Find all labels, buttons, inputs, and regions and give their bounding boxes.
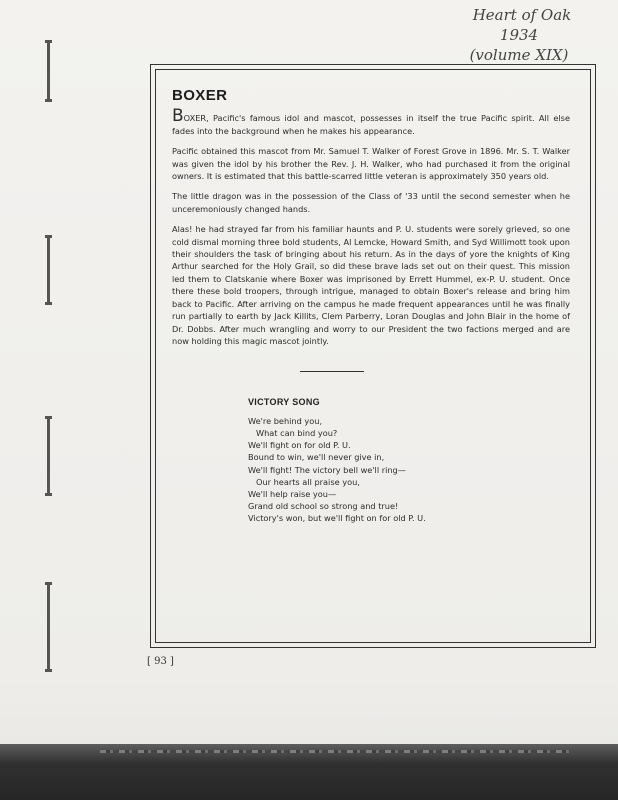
binding-mark — [47, 416, 50, 496]
drop-cap: B — [172, 106, 184, 127]
page-number: [ 93 ] — [147, 656, 174, 667]
binding-mark — [47, 235, 50, 305]
article-paragraph-2: Pacific obtained this mascot from Mr. Samuel T. Walker of Forest Grove in 1896. Mr. S. T. Walker was given the idol by his brother the Rev. J. H. Walker, who had purchased it from the original owners. It is estimated that this battle-scarred little veteran is approximately 350 years old. — [172, 146, 570, 182]
article-content — [172, 87, 570, 525]
binding-mark — [47, 40, 50, 102]
song-line: Our hearts all praise you, — [256, 476, 360, 487]
song-line: Bound to win, we'll never give in, — [248, 452, 385, 463]
handwritten-annotation-volume: (volume XIX) — [469, 46, 569, 64]
binding-mark — [47, 582, 50, 672]
article-paragraph-3: The little dragon was in the possession of the Class of '33 until the second semester when he unceremoniously changed hands. — [172, 191, 570, 214]
song-line: Grand old school so strong and true! — [248, 501, 399, 512]
article-title: BOXER — [172, 87, 228, 104]
handwritten-annotation-year: 1934 — [499, 26, 539, 44]
section-divider — [300, 371, 364, 372]
song-line: We'll help raise you— — [248, 488, 337, 499]
song-title: VICTORY SONG — [248, 397, 320, 408]
victory-song — [172, 396, 570, 524]
song-line: We'll fight! The victory bell we'll ring— — [248, 464, 406, 475]
song-line: We're behind you, — [248, 415, 323, 426]
song-line: We'll fight on for old P. U. — [248, 440, 351, 451]
article-paragraph-4: Alas! he had strayed far from his familiar haunts and P. U. students were sorely grieved, so one cold dismal morning three bold students, Al Lemcke, Howard Smith, and Syd Willimott took upon their shoulders the task of bringing about his return. As in the days of yore the knights of King Arthur searched for the Holy Grail, so did these brave lads set out on their quest. This mission led them to Clatskanie where Boxer was imprisoned by Errett Hummel, ex-P. U. student. Once there these bold troopers, through intrigue, managed to obtain Boxer's release and bring him back to Pacific. After arriving on the campus he made frequent appearances until he was finally run partially to earth by Jack Killits, Clem Parberry, Loran Douglas and John Blair in the home of Dr. Dobbs. After much wrangling and worry to our President the two factions merged and are now holding this magic mascot jointly. — [172, 224, 570, 346]
paragraph-1-text: OXER, Pacific's famous idol and mascot, possesses in itself the true Pacific spirit. All else fades into the background when he makes his appearance. — [172, 113, 570, 136]
song-line: What can bind you? — [256, 427, 338, 438]
handwritten-annotation-title: Heart of Oak — [472, 6, 572, 24]
song-line: Victory's won, but we'll fight on for old P. U. — [248, 513, 426, 524]
scan-edge-band — [0, 744, 618, 800]
article-paragraph-1 — [172, 106, 570, 137]
